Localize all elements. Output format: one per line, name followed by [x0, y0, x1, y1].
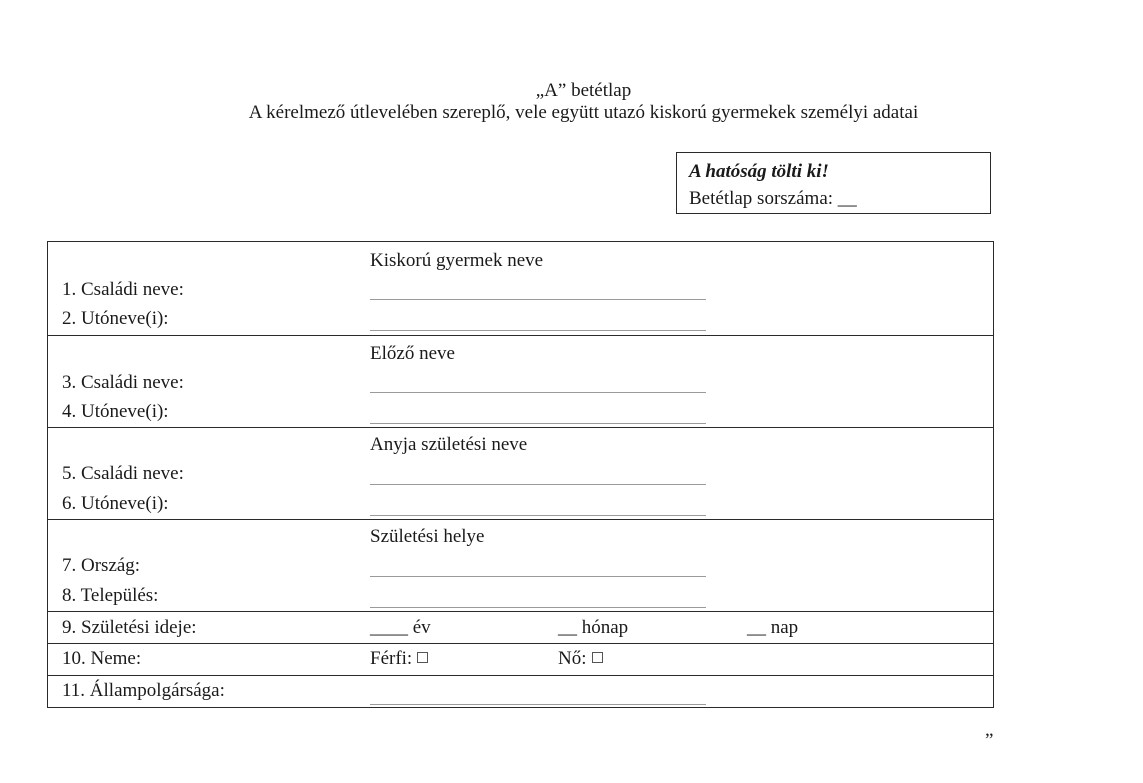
sex-label: 10. Neme: — [62, 648, 142, 669]
previous-given-name-label: 4. Utóneve(i): — [62, 401, 169, 422]
sex-female-option[interactable] — [558, 648, 603, 670]
closing-quote: ” — [985, 730, 994, 751]
mother-given-name-label: 6. Utóneve(i): — [62, 493, 169, 514]
citizenship-field[interactable] — [370, 704, 706, 705]
child-name-header: Kiskorú gyermek neve — [370, 250, 544, 271]
mother-given-name-field[interactable] — [370, 515, 706, 516]
birth-month-field[interactable]: __ hónap — [558, 617, 629, 638]
page-title: „A” betétlap — [535, 80, 632, 101]
birth-place-header: Születési helye — [370, 526, 485, 547]
section-divider — [48, 643, 993, 644]
previous-family-name-field[interactable] — [370, 392, 706, 393]
previous-name-header: Előző neve — [370, 343, 455, 364]
section-divider — [48, 611, 993, 612]
male-checkbox[interactable] — [417, 652, 428, 663]
child-family-name-field[interactable] — [370, 299, 706, 300]
authority-box — [676, 152, 991, 214]
page-subtitle: A kérelmező útlevelében szereplő, vele együtt utazó kiskorú gyermekek személyi adatai — [248, 102, 919, 123]
country-field[interactable] — [370, 576, 706, 577]
sex-male-label: Férfi: — [370, 648, 413, 669]
settlement-field[interactable] — [370, 607, 706, 608]
mother-name-header: Anyja születési neve — [370, 434, 528, 455]
section-divider — [48, 675, 993, 676]
child-given-name-field[interactable] — [370, 330, 706, 331]
mother-family-name-label: 5. Családi neve: — [62, 463, 184, 484]
birth-date-label: 9. Születési ideje: — [62, 617, 197, 638]
insert-number-label: Betétlap sorszáma: __ — [689, 188, 857, 209]
citizenship-label: 11. Állampolgársága: — [62, 680, 225, 701]
previous-family-name-label: 3. Családi neve: — [62, 372, 184, 393]
mother-family-name-field[interactable] — [370, 484, 706, 485]
country-label: 7. Ország: — [62, 555, 141, 576]
birth-day-field[interactable]: __ nap — [747, 617, 799, 638]
child-given-name-label: 2. Utóneve(i): — [62, 308, 169, 329]
previous-given-name-field[interactable] — [370, 423, 706, 424]
sex-male-option[interactable] — [370, 648, 428, 670]
birth-year-field[interactable]: ____ év — [370, 617, 431, 638]
sex-female-label: Nő: — [558, 648, 587, 669]
female-checkbox[interactable] — [592, 652, 603, 663]
section-divider — [48, 427, 993, 428]
settlement-label: 8. Település: — [62, 585, 159, 606]
child-family-name-label: 1. Családi neve: — [62, 279, 184, 300]
section-divider — [48, 335, 993, 336]
personal-data-form — [47, 241, 994, 708]
authority-heading: A hatóság tölti ki! — [689, 161, 829, 182]
section-divider — [48, 519, 993, 520]
